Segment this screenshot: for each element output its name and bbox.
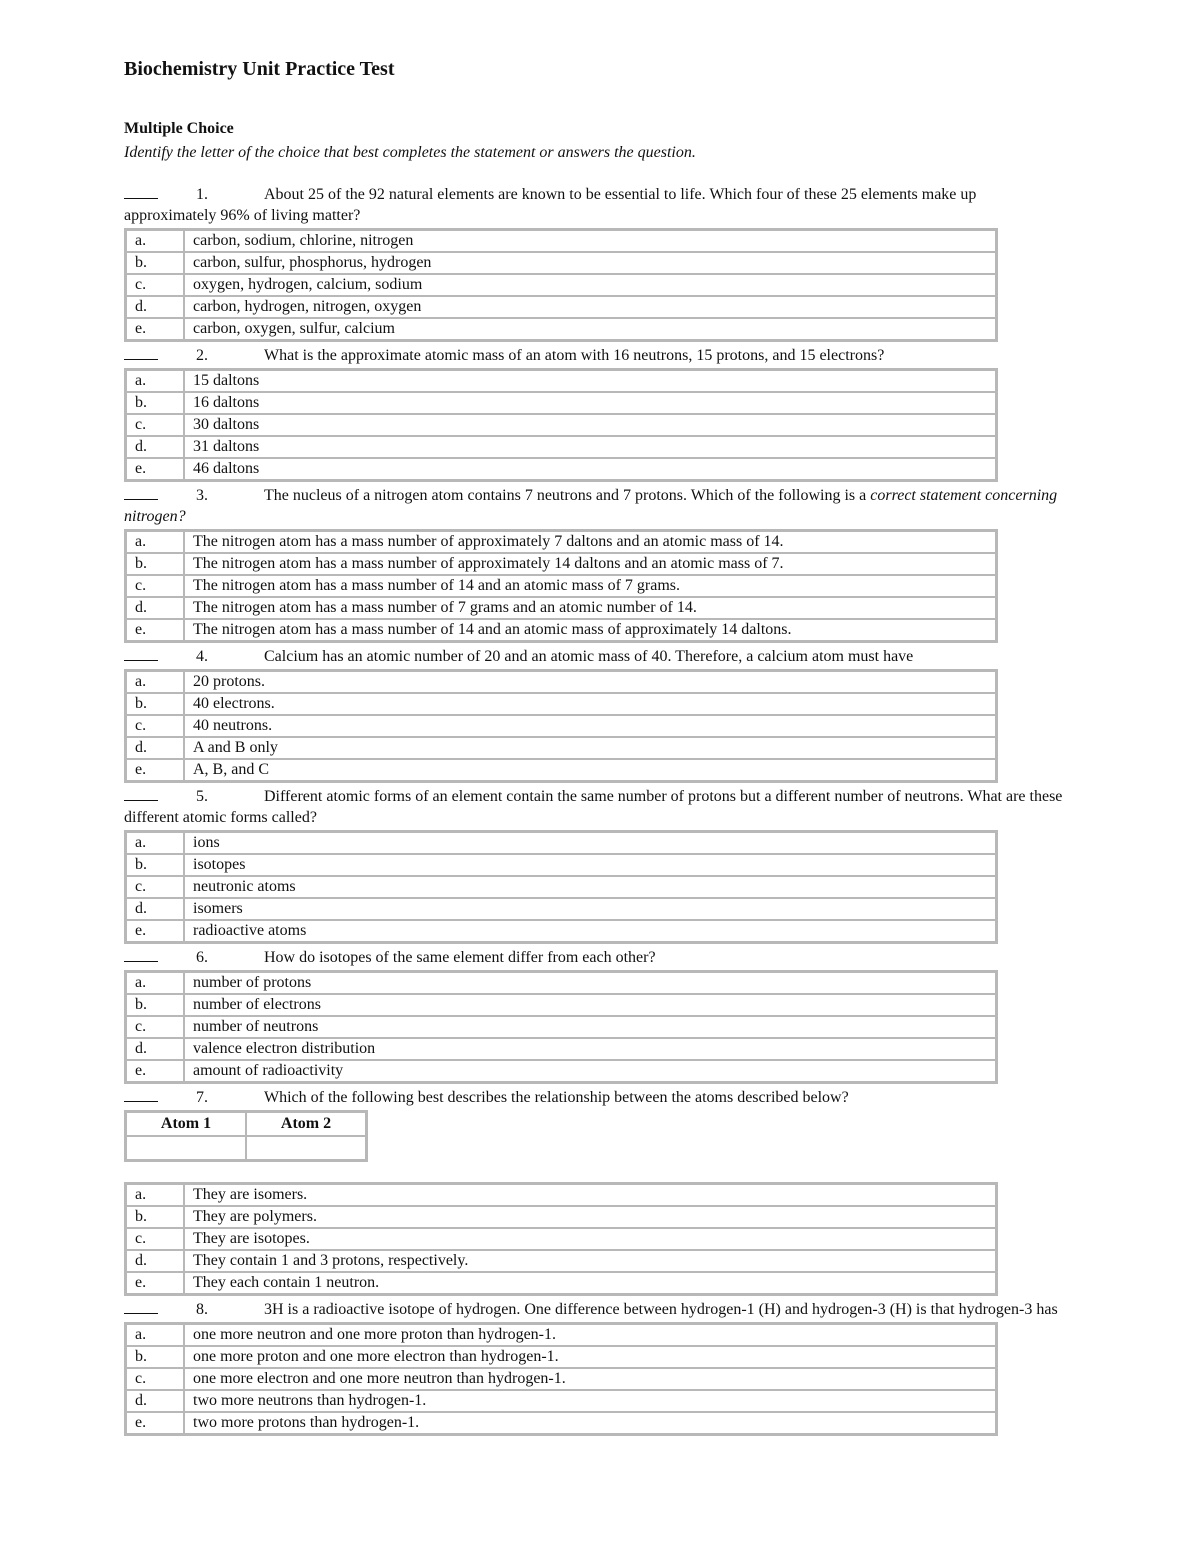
option-letter: b. — [126, 994, 184, 1016]
question-text-emphasis: correct statement concerning nitrogen? — [124, 487, 1058, 525]
option-text: 31 daltons — [184, 436, 996, 458]
option-letter: e. — [126, 759, 184, 781]
option-row[interactable] — [126, 1184, 996, 1206]
option-text: radioactive atoms — [184, 920, 996, 942]
option-row[interactable] — [126, 318, 996, 340]
option-letter: e. — [126, 458, 184, 480]
option-letter: d. — [126, 1390, 184, 1412]
option-letter: e. — [126, 920, 184, 942]
question-5 — [124, 786, 1064, 944]
option-text: A, B, and C — [184, 759, 996, 781]
option-letter: b. — [126, 553, 184, 575]
option-text: two more neutrons than hydrogen-1. — [184, 1390, 996, 1412]
option-row[interactable] — [126, 898, 996, 920]
option-letter: d. — [126, 597, 184, 619]
question-number: 1. — [196, 186, 208, 203]
question-1 — [124, 184, 1064, 342]
option-row[interactable] — [126, 832, 996, 854]
option-letter: d. — [126, 898, 184, 920]
atom-header: Atom 1 — [126, 1112, 246, 1136]
option-text: one more proton and one more electron than hydrogen-1. — [184, 1346, 996, 1368]
option-text: They are isomers. — [184, 1184, 996, 1206]
answer-blank[interactable] — [124, 647, 158, 661]
option-text: 40 neutrons. — [184, 715, 996, 737]
options-table — [124, 669, 998, 783]
option-text: number of protons — [184, 972, 996, 994]
option-text: They are isotopes. — [184, 1228, 996, 1250]
question-text: What is the approximate atomic mass of an atom with 16 neutrons, 15 protons, and 15 electrons? — [264, 347, 885, 364]
option-text: They contain 1 and 3 protons, respectively. — [184, 1250, 996, 1272]
question-text: Calcium has an atomic number of 20 and an atomic mass of 40. Therefore, a calcium atom must have — [264, 648, 914, 665]
option-letter: a. — [126, 671, 184, 693]
option-text: carbon, oxygen, sulfur, calcium — [184, 318, 996, 340]
option-letter: a. — [126, 972, 184, 994]
atom-cell — [126, 1136, 246, 1160]
options-table — [124, 970, 998, 1084]
option-row[interactable] — [126, 1368, 996, 1390]
option-row[interactable] — [126, 230, 996, 252]
option-text: The nitrogen atom has a mass number of 14 and an atomic mass of approximately 14 daltons. — [184, 619, 996, 641]
question-number: 4. — [196, 648, 208, 665]
option-letter: d. — [126, 1250, 184, 1272]
option-row[interactable] — [126, 920, 996, 942]
option-letter: e. — [126, 1272, 184, 1294]
option-text: number of electrons — [184, 994, 996, 1016]
option-letter: b. — [126, 854, 184, 876]
option-text: two more protons than hydrogen-1. — [184, 1412, 996, 1434]
options-table — [124, 529, 998, 643]
option-text: 30 daltons — [184, 414, 996, 436]
option-letter: c. — [126, 1228, 184, 1250]
option-row[interactable] — [126, 575, 996, 597]
option-letter: e. — [126, 318, 184, 340]
option-letter: c. — [126, 1368, 184, 1390]
option-row[interactable] — [126, 1346, 996, 1368]
options-table — [124, 1182, 998, 1296]
option-text: A and B only — [184, 737, 996, 759]
option-row[interactable] — [126, 1272, 996, 1294]
option-row[interactable] — [126, 458, 996, 480]
answer-blank[interactable] — [124, 1088, 158, 1102]
option-letter: a. — [126, 1184, 184, 1206]
option-row[interactable] — [126, 1324, 996, 1346]
option-text: amount of radioactivity — [184, 1060, 996, 1082]
option-text: one more electron and one more neutron than hydrogen-1. — [184, 1368, 996, 1390]
option-text: The nitrogen atom has a mass number of 14 and an atomic mass of 7 grams. — [184, 575, 996, 597]
question-text: How do isotopes of the same element differ from each other? — [264, 949, 656, 966]
option-row[interactable] — [126, 972, 996, 994]
option-row[interactable] — [126, 1060, 996, 1082]
option-letter: c. — [126, 575, 184, 597]
question-text: Which of the following best describes the relationship between the atoms described below? — [264, 1089, 849, 1106]
answer-blank[interactable] — [124, 346, 158, 360]
option-letter: a. — [126, 832, 184, 854]
question-number: 2. — [196, 347, 208, 364]
question-stem — [124, 485, 1064, 527]
question-stem — [124, 1087, 1064, 1108]
option-text: They each contain 1 neutron. — [184, 1272, 996, 1294]
answer-blank[interactable] — [124, 948, 158, 962]
option-text: carbon, hydrogen, nitrogen, oxygen — [184, 296, 996, 318]
page-title: Biochemistry Unit Practice Test — [124, 58, 395, 80]
answer-blank[interactable] — [124, 185, 158, 199]
options-table — [124, 368, 998, 482]
option-row[interactable] — [126, 1250, 996, 1272]
option-letter: c. — [126, 876, 184, 898]
option-row[interactable] — [126, 1016, 996, 1038]
question-2 — [124, 345, 1064, 482]
question-stem — [124, 646, 1064, 667]
option-row[interactable] — [126, 693, 996, 715]
atoms-table — [124, 1110, 368, 1162]
question-number: 3. — [196, 487, 208, 504]
question-text: 3H is a radioactive isotope of hydrogen. One difference between hydrogen-1 (H) and hydrogen-3 (H) is that hydrogen-3 has — [264, 1301, 1058, 1318]
option-row[interactable] — [126, 1228, 996, 1250]
option-row[interactable] — [126, 553, 996, 575]
option-row[interactable] — [126, 876, 996, 898]
option-text: carbon, sulfur, phosphorus, hydrogen — [184, 252, 996, 274]
option-row[interactable] — [126, 252, 996, 274]
question-number: 6. — [196, 949, 208, 966]
option-row[interactable] — [126, 619, 996, 641]
option-text: The nitrogen atom has a mass number of 7 grams and an atomic number of 14. — [184, 597, 996, 619]
section-heading: Multiple Choice — [124, 120, 234, 137]
option-row[interactable] — [126, 1390, 996, 1412]
option-letter: b. — [126, 1346, 184, 1368]
option-letter: d. — [126, 296, 184, 318]
option-text: valence electron distribution — [184, 1038, 996, 1060]
option-letter: c. — [126, 414, 184, 436]
question-text: Different atomic forms of an element contain the same number of protons but a different number of neutrons. What are these different atomic forms called? — [124, 788, 1063, 826]
option-text: carbon, sodium, chlorine, nitrogen — [184, 230, 996, 252]
option-text: ions — [184, 832, 996, 854]
option-text: They are polymers. — [184, 1206, 996, 1228]
option-text: 15 daltons — [184, 370, 996, 392]
option-text: isomers — [184, 898, 996, 920]
question-6 — [124, 947, 1064, 1084]
option-row[interactable] — [126, 994, 996, 1016]
option-letter: e. — [126, 1060, 184, 1082]
option-row[interactable] — [126, 296, 996, 318]
option-row[interactable] — [126, 1038, 996, 1060]
option-letter: b. — [126, 252, 184, 274]
option-row[interactable] — [126, 531, 996, 553]
options-table — [124, 830, 998, 944]
instructions: Identify the letter of the choice that best completes the statement or answers the question. — [124, 144, 696, 161]
question-4 — [124, 646, 1064, 783]
question-text: The nucleus of a nitrogen atom contains 7 neutrons and 7 protons. Which of the following is a — [264, 487, 867, 504]
option-letter: a. — [126, 531, 184, 553]
question-number: 8. — [196, 1301, 208, 1318]
option-row[interactable] — [126, 854, 996, 876]
question-text: About 25 of the 92 natural elements are known to be essential to life. Which four of these 25 elements make up approximately 96% of living matter? — [124, 186, 977, 224]
option-letter: e. — [126, 1412, 184, 1434]
option-text: neutronic atoms — [184, 876, 996, 898]
option-row[interactable] — [126, 737, 996, 759]
option-row[interactable] — [126, 436, 996, 458]
option-text: one more neutron and one more proton than hydrogen-1. — [184, 1324, 996, 1346]
options-table — [124, 1322, 998, 1436]
option-letter: a. — [126, 230, 184, 252]
option-text: 40 electrons. — [184, 693, 996, 715]
question-3 — [124, 485, 1064, 643]
option-text: 20 protons. — [184, 671, 996, 693]
answer-blank[interactable] — [124, 1300, 158, 1314]
question-list — [124, 184, 1064, 1439]
option-text: 46 daltons — [184, 458, 996, 480]
option-letter: a. — [126, 1324, 184, 1346]
option-row[interactable] — [126, 392, 996, 414]
option-row[interactable] — [126, 759, 996, 781]
option-letter: e. — [126, 619, 184, 641]
option-text: isotopes — [184, 854, 996, 876]
option-text: The nitrogen atom has a mass number of approximately 7 daltons and an atomic mass of 14. — [184, 531, 996, 553]
option-row[interactable] — [126, 1206, 996, 1228]
option-row[interactable] — [126, 414, 996, 436]
answer-blank[interactable] — [124, 486, 158, 500]
option-letter: c. — [126, 274, 184, 296]
option-text: The nitrogen atom has a mass number of approximately 14 daltons and an atomic mass of 7. — [184, 553, 996, 575]
option-row[interactable] — [126, 1412, 996, 1434]
question-7 — [124, 1087, 1064, 1296]
question-stem — [124, 184, 1064, 226]
question-8 — [124, 1299, 1064, 1436]
atom-header: Atom 2 — [246, 1112, 366, 1136]
question-stem — [124, 947, 1064, 968]
options-table — [124, 228, 998, 342]
option-row[interactable] — [126, 715, 996, 737]
question-stem — [124, 786, 1064, 828]
option-letter: b. — [126, 693, 184, 715]
option-letter: c. — [126, 1016, 184, 1038]
question-number: 7. — [196, 1089, 208, 1106]
atom-cell — [246, 1136, 366, 1160]
option-letter: d. — [126, 737, 184, 759]
option-letter: d. — [126, 436, 184, 458]
option-text: oxygen, hydrogen, calcium, sodium — [184, 274, 996, 296]
option-text: 16 daltons — [184, 392, 996, 414]
answer-blank[interactable] — [124, 787, 158, 801]
question-number: 5. — [196, 788, 208, 805]
option-letter: b. — [126, 1206, 184, 1228]
option-letter: a. — [126, 370, 184, 392]
option-row[interactable] — [126, 597, 996, 619]
option-text: number of neutrons — [184, 1016, 996, 1038]
question-stem — [124, 1299, 1064, 1320]
option-letter: c. — [126, 715, 184, 737]
option-letter: d. — [126, 1038, 184, 1060]
option-letter: b. — [126, 392, 184, 414]
question-stem — [124, 345, 1064, 366]
option-row[interactable] — [126, 370, 996, 392]
option-row[interactable] — [126, 671, 996, 693]
option-row[interactable] — [126, 274, 996, 296]
